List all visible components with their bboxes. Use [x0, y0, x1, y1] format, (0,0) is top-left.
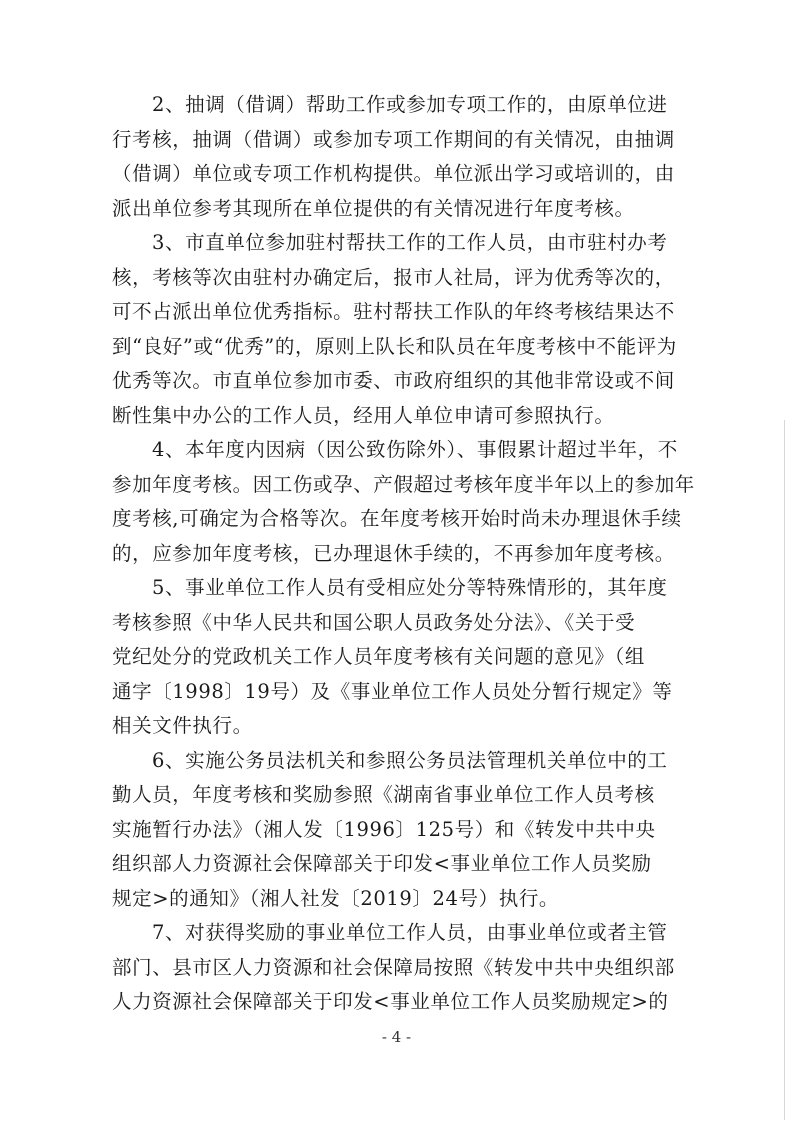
- text-line: 核，考核等次由驻村办确定后，报市人社局，评为优秀等次的，: [112, 265, 675, 289]
- text-line: 派出单位参考其现所在单位提供的有关情况进行年度考核。: [112, 196, 635, 220]
- text-line: 考核参照《中华人民共和国公职人员政务处分法》、《关于受: [112, 610, 636, 634]
- text-line: 行考核，抽调（借调）或参加专项工作期间的有关情况，由抽调: [112, 127, 675, 151]
- text-line: 断性集中办公的工作人员，经用人单位申请可参照执行。: [112, 403, 615, 427]
- text-line: 5、事业单位工作人员有受相应处分等特殊情形的，其年度: [152, 576, 668, 599]
- text-line: 参加年度考核。因工伤或孕、产假超过考核年度半年以上的参加年: [112, 472, 695, 496]
- text-line: 可不占派出单位优秀指标。驻村帮扶工作队的年终考核结果达不: [112, 300, 675, 323]
- text-line: 相关文件执行。: [112, 714, 253, 737]
- text-line: 部门、县市区人力资源和社会保障局按照《转发中共中央组织部: [112, 955, 675, 979]
- text-line: 党纪处分的党政机关工作人员年度考核有关问题的意见》（组: [112, 645, 645, 668]
- paragraph-7: [112, 916, 687, 1020]
- paragraph-2: [112, 88, 687, 226]
- text-line: 7、对获得奖励的事业单位工作人员，由事业单位或者主管: [152, 921, 668, 944]
- text-line: 的，应参加年度考核，已办理退休手续的，不再参加年度考核。: [112, 541, 675, 565]
- body-text: [112, 88, 695, 1020]
- text-line: 通字〔1998〕19号）及《事业单位工作人员处分暂行规定》等: [112, 679, 673, 703]
- text-line: 人力资源社会保障部关于印发<事业单位工作人员奖励规定>的: [112, 990, 669, 1013]
- text-line: 2、抽调（借调）帮助工作或参加专项工作的，由原单位进: [152, 93, 668, 116]
- paragraph-3: [112, 226, 687, 433]
- text-line: 勤人员，年度考核和奖励参照《湖南省事业单位工作人员考核: [112, 783, 655, 806]
- text-line: 到“良好”或“优秀”的，原则上队长和队员在年度考核中不能评为: [112, 334, 677, 358]
- text-line: 规定>的通知》（湘人社发〔2019〕24号）执行。: [112, 886, 560, 910]
- text-line: 度考核,可确定为合格等次。在年度考核开始时尚未办理退休手续: [112, 507, 682, 530]
- paragraph-6: [112, 744, 687, 917]
- text-line: 6、实施公务员法机关和参照公务员法管理机关单位中的工: [152, 748, 668, 772]
- text-line: 优秀等次。市直单位参加市委、市政府组织的其他非常设或不间: [112, 369, 675, 392]
- text-line: 组织部人力资源社会保障部关于印发<事业单位工作人员奖励: [112, 852, 652, 875]
- text-line: 3、市直单位参加驻村帮扶工作的工作人员，由市驻村办考: [152, 231, 668, 254]
- paragraph-5: [112, 571, 687, 744]
- scan-edge-line: [784, 420, 785, 1120]
- text-line: 4、本年度内因病（因公致伤除外）、事假累计超过半年，不: [152, 438, 678, 461]
- paragraph-4: [112, 433, 695, 571]
- text-line: （借调）单位或专项工作机构提供。单位派出学习或培训的，由: [112, 162, 675, 185]
- page-number: - 4 -: [381, 1028, 412, 1046]
- text-line: 实施暂行办法》（湘人发〔1996〕125号）和《转发中共中央: [112, 817, 656, 841]
